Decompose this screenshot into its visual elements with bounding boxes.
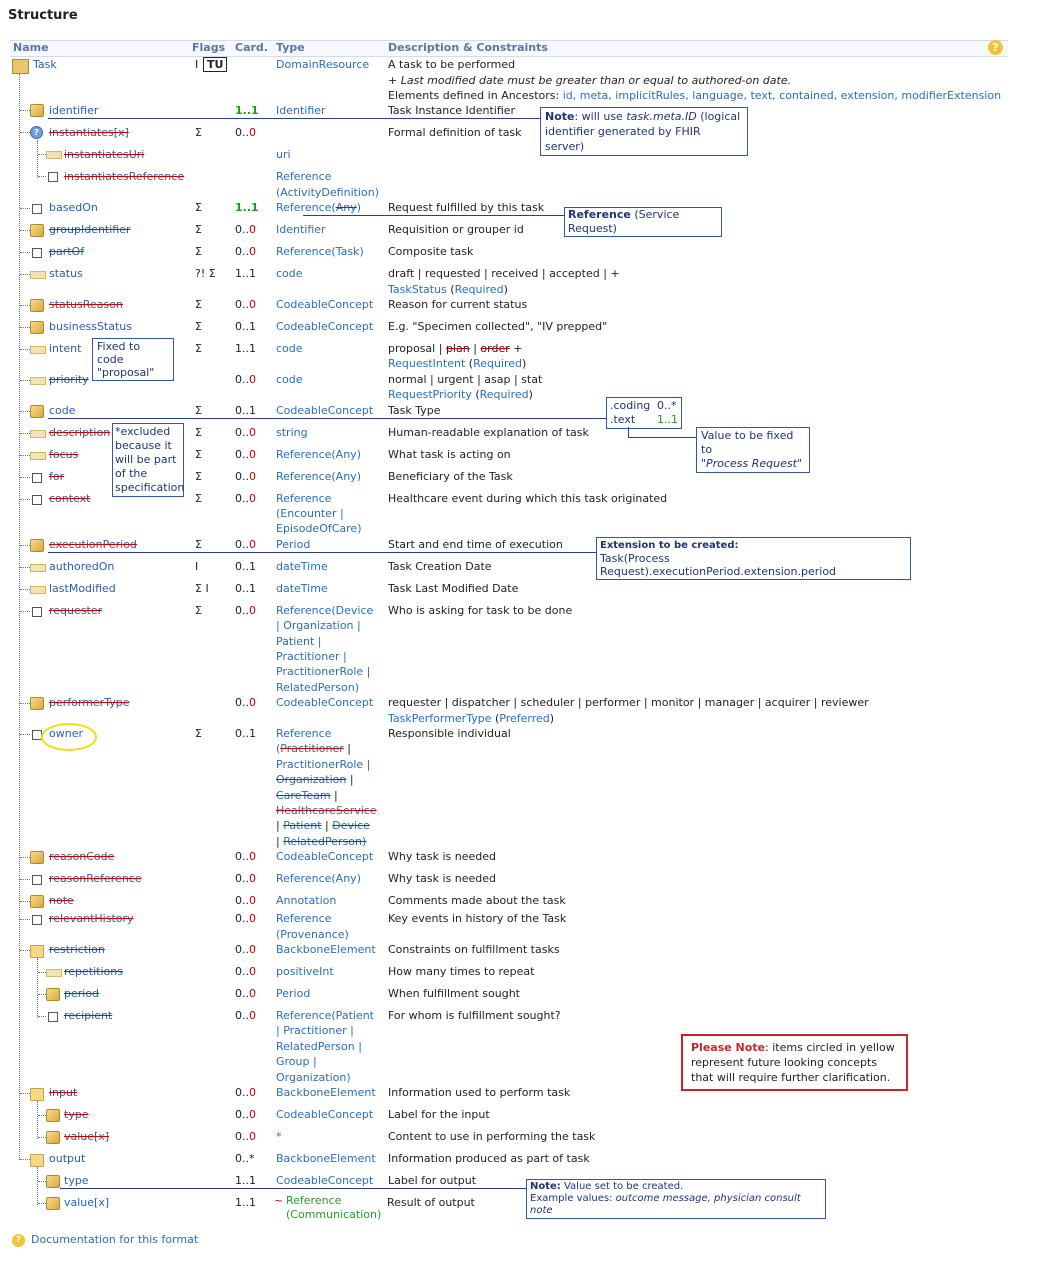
datatype-icon: [46, 1197, 60, 1210]
primitive-icon: [30, 564, 46, 572]
datatype-icon: [30, 405, 44, 418]
output-note: Note: Value set to be created. Example values: outcome message, physician consult note: [526, 1179, 826, 1219]
folder-icon: [30, 1088, 44, 1101]
datatype-icon: [30, 224, 44, 237]
documentation-link[interactable]: Documentation for this format: [31, 1233, 199, 1246]
col-flags: Flags: [192, 41, 226, 54]
reference-icon: [48, 172, 58, 182]
reference-icon: [32, 248, 42, 258]
col-name: Name: [13, 41, 49, 54]
folder-icon: [30, 1154, 44, 1167]
yellow-circle-owner: [41, 723, 97, 751]
reference-icon: [32, 875, 42, 885]
choice-icon: ?: [30, 126, 43, 139]
reference-icon: [48, 1012, 58, 1022]
coding-box: .coding 0..* .text 1..1: [606, 397, 682, 429]
row-instantiatesUri-type[interactable]: uri: [276, 148, 291, 161]
row-task-name[interactable]: Task: [33, 58, 57, 71]
row-instantiates-name[interactable]: instantiates[x]: [49, 126, 129, 139]
tree-line: [37, 1167, 38, 1205]
row-task-ancestors: Elements defined in Ancestors: id, meta, implicitRules, language, text, contained, extension, modifierExtension: [388, 89, 1002, 102]
tree-line: [37, 958, 38, 1018]
excluded-note: *excluded because it will be part of the specification: [112, 423, 184, 497]
reference-icon: [32, 915, 42, 925]
tree-line: [19, 74, 20, 1160]
row-identifier-card: 1..1: [235, 104, 259, 117]
col-desc: Description & Constraints: [388, 41, 548, 54]
row-basedOn-flags: Σ: [195, 201, 202, 214]
row-basedOn-card: 1..1: [235, 201, 259, 214]
primitive-icon: [30, 452, 46, 460]
datatype-icon: [30, 104, 44, 117]
primitive-icon: [30, 346, 46, 354]
reference-icon: [32, 473, 42, 483]
row-task-desc: A task to be performed: [388, 58, 516, 71]
datatype-icon: [30, 851, 44, 864]
datatype-icon: [30, 895, 44, 908]
datatype-icon: [46, 1175, 60, 1188]
datatype-icon: [46, 1131, 60, 1144]
row-instantiates-desc: Formal definition of task: [388, 126, 522, 139]
identifier-note: Note: will use task.meta.ID (logical identifier generated by FHIR server): [540, 107, 748, 156]
primitive-icon: [46, 969, 62, 977]
primitive-icon: [30, 377, 46, 385]
reference-icon: [32, 204, 42, 214]
tree-line: [37, 140, 38, 178]
row-status-name[interactable]: status: [49, 267, 83, 280]
primitive-icon: [46, 151, 62, 159]
datatype-icon: [46, 988, 60, 1001]
row-task-constraint: + Last modified date must be greater than or equal to authored-on date.: [388, 74, 792, 87]
reference-icon: [32, 495, 42, 505]
folder-icon: [30, 945, 44, 958]
row-basedOn-desc: Request fulfilled by this task: [388, 201, 545, 214]
datatype-icon: [30, 321, 44, 334]
tu-badge: TU: [203, 57, 227, 72]
row-basedOn-name[interactable]: basedOn: [49, 201, 98, 214]
datatype-icon: [30, 299, 44, 312]
col-type: Type: [276, 41, 305, 54]
row-instantiatesUri-name[interactable]: instantiatesUri: [64, 148, 145, 161]
primitive-icon: [30, 271, 46, 279]
row-identifier-type[interactable]: Identifier: [276, 104, 326, 117]
intent-note: Fixed to code "proposal": [92, 338, 174, 381]
row-task-type[interactable]: DomainResource: [276, 58, 370, 71]
datatype-icon: [30, 539, 44, 552]
row-task-flags: I: [195, 58, 199, 71]
red-mark-icon: ~: [274, 1194, 284, 1207]
primitive-icon: [30, 430, 46, 438]
datatype-icon: [30, 697, 44, 710]
row-instantiates-flags: Σ: [195, 126, 202, 139]
row-partOf-name[interactable]: partOf: [49, 245, 85, 258]
tree-line: [37, 1101, 38, 1139]
row-instantiatesReference-type2[interactable]: (ActivityDefinition): [276, 186, 379, 199]
primitive-icon: [30, 586, 46, 594]
please-note-box: Please Note: items circled in yellow represent future looking concepts that will require further clarification.: [681, 1034, 908, 1091]
resource-icon: [12, 59, 29, 74]
process-request-note: Value to be fixed to "Process Request": [696, 427, 810, 473]
help-icon[interactable]: ?: [988, 40, 1003, 55]
row-identifier-desc: Task Instance Identifier: [388, 104, 516, 117]
row-groupIdentifier-name[interactable]: groupIdentifier: [49, 223, 131, 236]
row-identifier-name[interactable]: identifier: [49, 104, 99, 117]
reference-icon: [32, 607, 42, 617]
help-icon: ?: [12, 1234, 25, 1247]
basedOn-note: Reference (Service Request): [564, 207, 722, 237]
extension-note: Extension to be created: Task(Process Request).executionPeriod.extension.period: [596, 537, 911, 580]
datatype-icon: [46, 1109, 60, 1122]
col-card: Card.: [235, 41, 268, 54]
row-instantiatesReference-type[interactable]: Reference: [276, 170, 332, 183]
row-instantiatesReference-name[interactable]: instantiatesReference: [64, 170, 185, 183]
page-title: Structure: [8, 8, 78, 23]
